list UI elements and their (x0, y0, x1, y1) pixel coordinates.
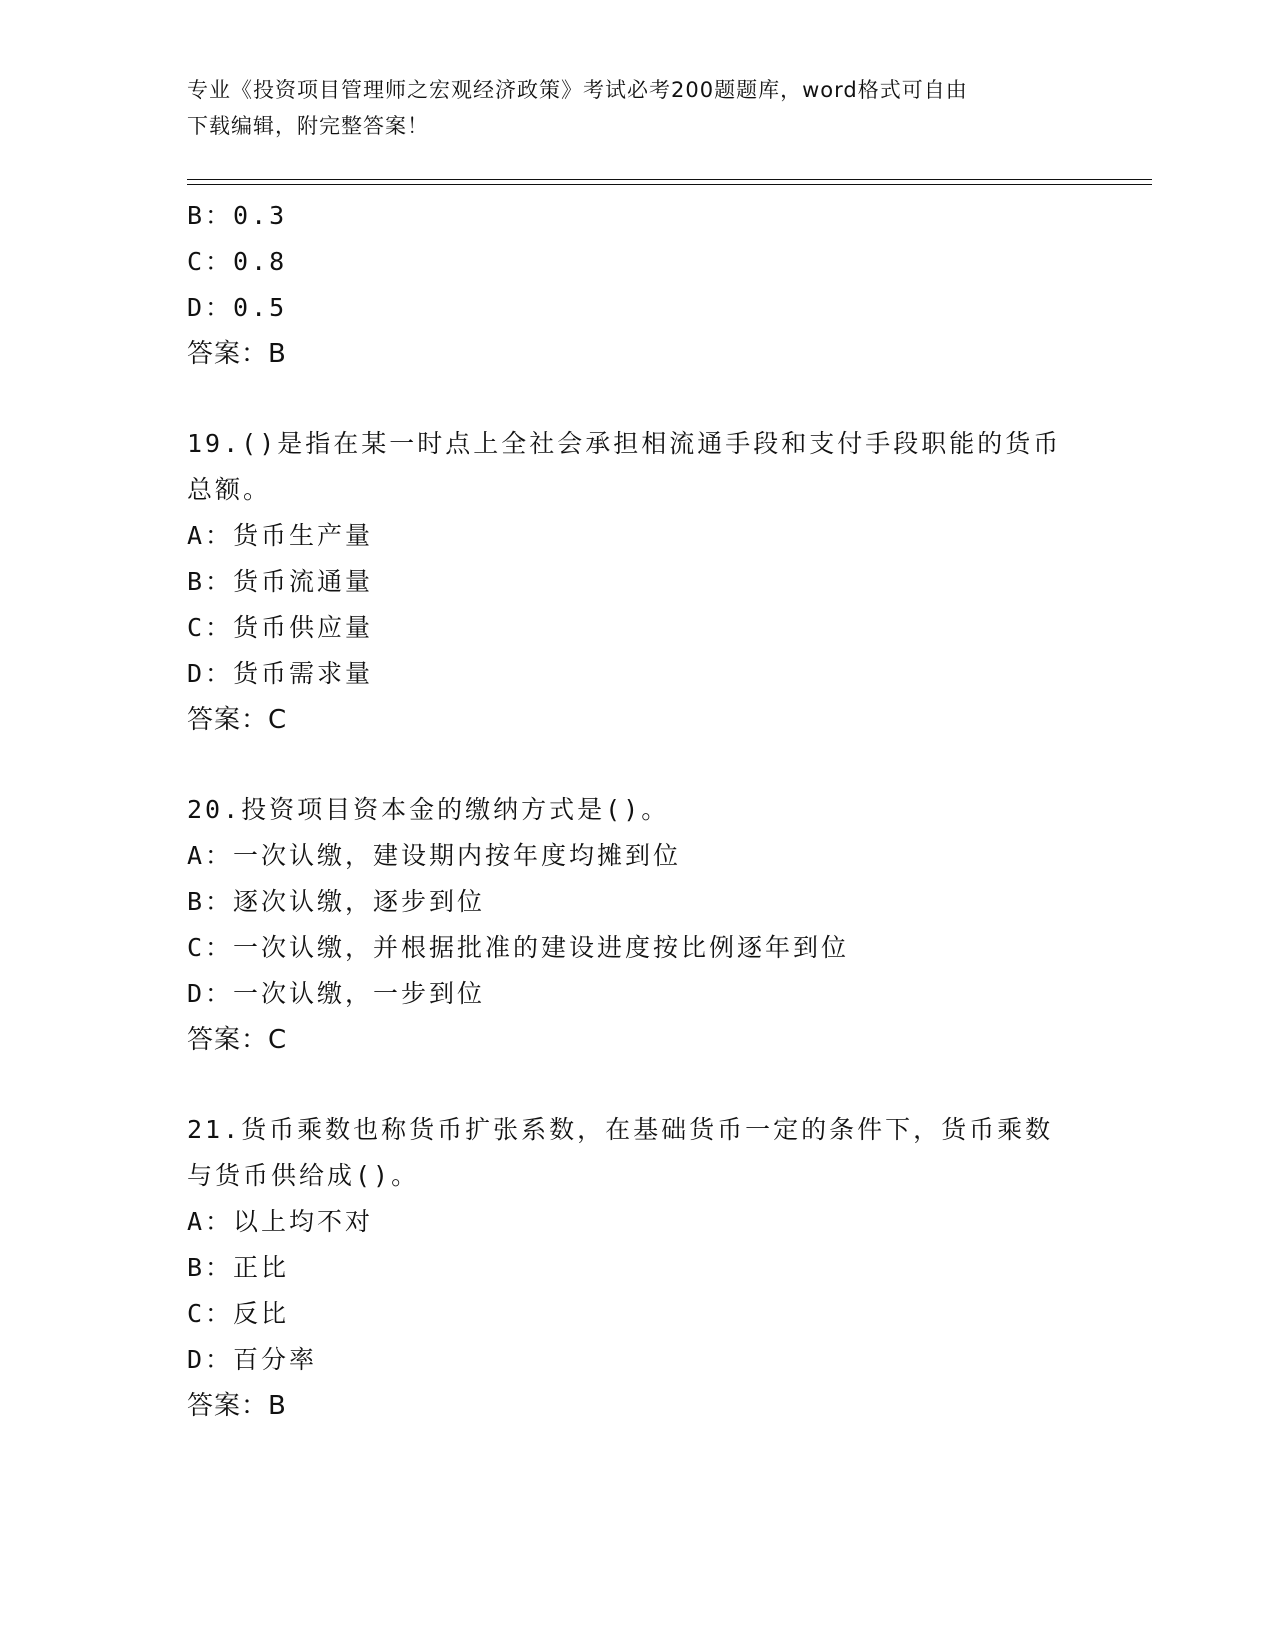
question-19 (187, 421, 1087, 743)
header-line-1: 专业《投资项目管理师之宏观经济政策》考试必考200题题库，word格式可自由 (187, 78, 968, 102)
answer: 答案：B (187, 1391, 287, 1421)
option-d: D：一次认缴，一步到位 (187, 979, 486, 1008)
question-18 (187, 193, 1087, 377)
answer: 答案：C (187, 1025, 288, 1055)
option-d: D：百分率 (187, 1345, 318, 1374)
option-c: C：一次认缴，并根据批准的建设进度按比例逐年到位 (187, 933, 850, 962)
option-b: B：0.3 (187, 201, 288, 230)
option-b: B：正比 (187, 1253, 290, 1282)
option-d: D：货币需求量 (187, 659, 374, 688)
answer: 答案：C (187, 705, 288, 735)
option-c: C：反比 (187, 1299, 290, 1328)
option-a: A：一次认缴，建设期内按年度均摊到位 (187, 841, 682, 870)
question-list (187, 193, 1087, 1429)
document-header (187, 72, 1067, 144)
question-stem: 21.货币乘数也称货币扩张系数，在基础货币一定的条件下，货币乘数 (187, 1115, 1054, 1144)
question-stem: 20.投资项目资本金的缴纳方式是()。 (187, 795, 670, 824)
header-divider-bottom (187, 184, 1152, 185)
question-20 (187, 787, 1087, 1063)
option-a: A：货币生产量 (187, 521, 374, 550)
question-stem-continued: 与货币供给成()。 (187, 1161, 420, 1190)
option-c: C：0.8 (187, 247, 288, 276)
option-c: C：货币供应量 (187, 613, 374, 642)
question-stem: 19.()是指在某一时点上全社会承担相流通手段和支付手段职能的货币 (187, 429, 1062, 458)
header-divider-top (187, 179, 1152, 180)
question-21 (187, 1107, 1087, 1429)
option-b: B：货币流通量 (187, 567, 374, 596)
option-d: D：0.5 (187, 293, 288, 322)
question-stem-continued: 总额。 (187, 475, 272, 504)
answer: 答案：B (187, 339, 287, 369)
header-line-2: 下载编辑，附完整答案！ (187, 114, 429, 138)
option-a: A：以上均不对 (187, 1207, 374, 1236)
option-b: B：逐次认缴，逐步到位 (187, 887, 486, 916)
